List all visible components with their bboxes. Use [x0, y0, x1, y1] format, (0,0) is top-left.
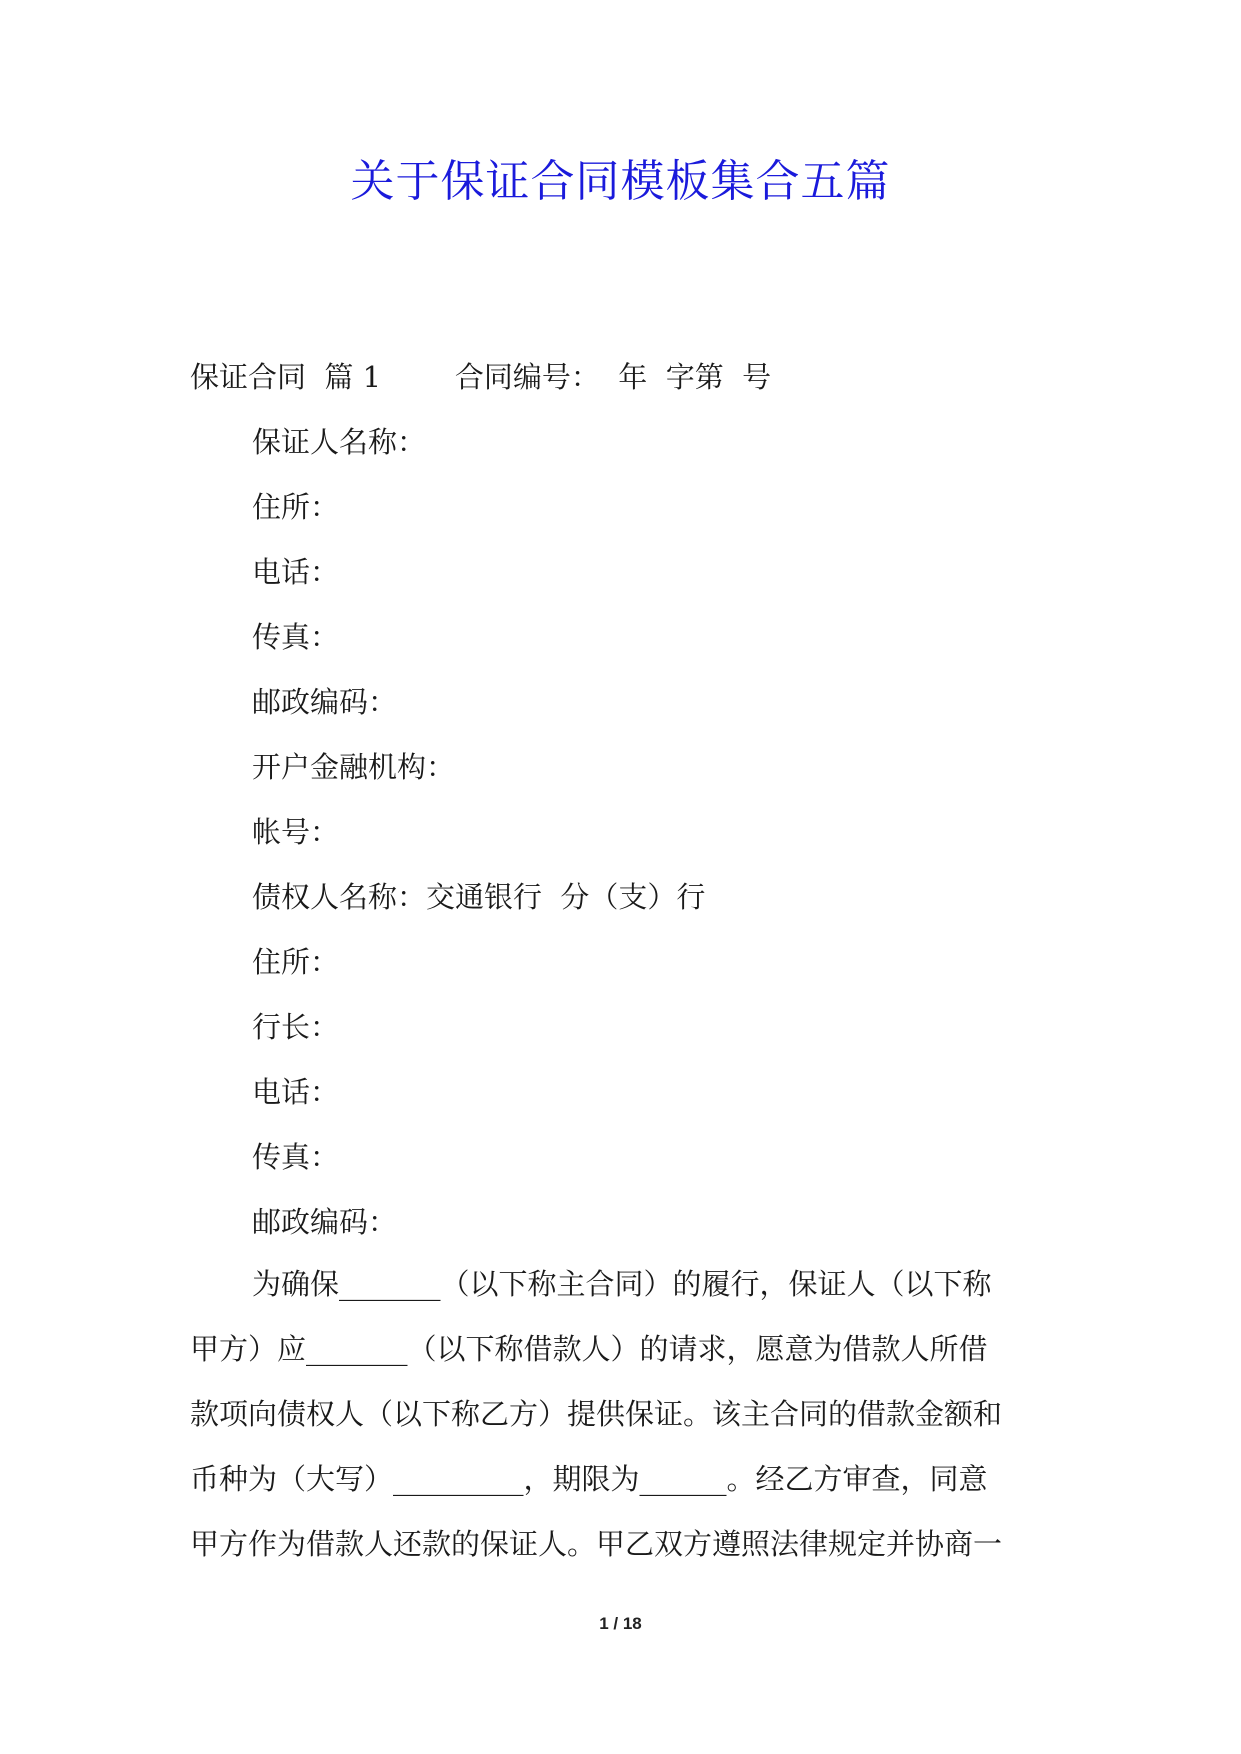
field-creditor-name: 债权人名称：交通银行 分（支）行	[252, 880, 706, 914]
field-guarantor-account: 帐号：	[252, 815, 340, 849]
field-creditor-phone: 电话：	[252, 1075, 340, 1109]
paragraph-line: 甲方作为借款人还款的保证人。甲乙双方遵照法律规定并协商一	[190, 1527, 1003, 1561]
party-fields-list	[252, 420, 705, 1265]
field-guarantor-bank: 开户金融机构：	[252, 750, 456, 784]
body-paragraph	[190, 1262, 1052, 1587]
field-guarantor-phone: 电话：	[252, 555, 340, 589]
field-creditor-postcode: 邮政编码：	[252, 1205, 398, 1239]
field-creditor-fax: 传真：	[252, 1140, 340, 1174]
field-guarantor-fax: 传真：	[252, 620, 340, 654]
contract-header-line: 保证合同 篇 1 合同编号： 年 字第 号	[190, 360, 772, 394]
field-guarantor-address: 住所：	[252, 490, 340, 524]
page-number: 1 / 18	[599, 1614, 642, 1633]
paragraph-line: 甲方）应_______（以下称借款人）的请求，愿意为借款人所借	[190, 1332, 988, 1366]
paragraph-line: 币种为（大写）_________，期限为______。经乙方审查，同意	[190, 1462, 988, 1496]
field-creditor-president: 行长：	[252, 1010, 340, 1044]
field-guarantor-name: 保证人名称：	[252, 425, 427, 459]
paragraph-line: 为确保_______（以下称主合同）的履行，保证人（以下称	[252, 1267, 992, 1301]
field-creditor-address: 住所：	[252, 945, 340, 979]
paragraph-line: 款项向债权人（以下称乙方）提供保证。该主合同的借款金额和	[190, 1397, 1003, 1431]
document-title: 关于保证合同模板集合五篇	[350, 156, 891, 207]
field-guarantor-postcode: 邮政编码：	[252, 685, 398, 719]
